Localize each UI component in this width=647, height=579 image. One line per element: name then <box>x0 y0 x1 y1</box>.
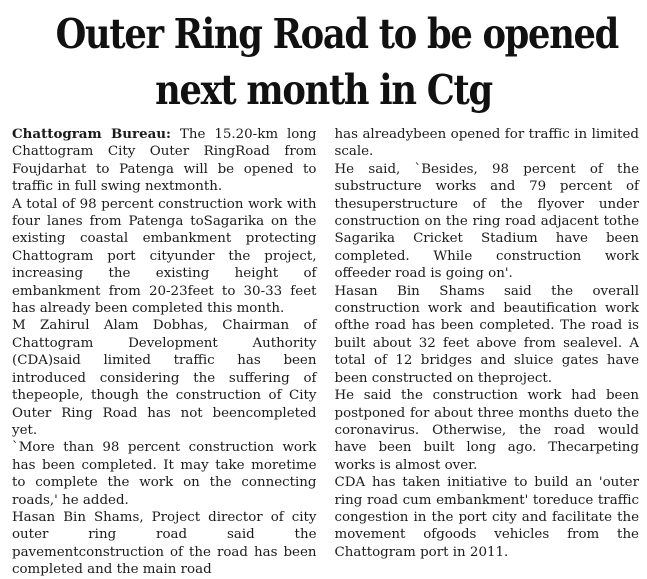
paragraph-5-text-start: Hasan Bin Shams, Project director of city outer ring road said the pavementconstruction of the road has been completed and the main road <box>12 509 317 578</box>
headline-line-2: next month in Ctg <box>155 66 492 114</box>
paragraph-5-text-end: has alreadybeen opened for traffic in limited scale. <box>334 127 639 160</box>
column-left <box>12 126 317 578</box>
paragraph-9: CDA has taken initiative to build an 'outer ring road cum embankment' toreduce traffic congestion in the port city and facilitate the movement ofgoods vehicles from the Chattogram port in 2011. <box>334 475 639 560</box>
paragraph-5-end <box>335 126 640 161</box>
paragraph-5-start <box>12 509 317 579</box>
paragraph-3: M Zahirul Alam Dobhas, Chairman of Chattogram Development Authority (CDA)said limited traffic has been introduced considering the suffering of thepeople, though the construction of City Outer Ring Road has not beencompleted yet. <box>12 318 317 438</box>
paragraph-6: He said, `Besides, 98 percent of the substructure works and 79 percent of thesuperstructure of the flyover under construction on the ring road adjacent tothe Sagarika Cricket Stadium have been completed. While construction work offeeder road is going on'. <box>334 161 639 282</box>
dateline: Chattogram Bureau: <box>12 126 171 142</box>
paragraph-1 <box>12 126 317 196</box>
paragraph-2: A total of 98 percent construction work with four lanes from Patenga toSagarika on the existing coastal embankment protecting Chattogram port cityunder the project, increasing the existing height of embankment from 20-23feet to 30-33 feet has already been completed this month. <box>12 196 317 317</box>
paragraph-8: He said the construction work had been postponed for about three months dueto the coronavirus. Otherwise, the road would have been built long ago. Thecarpeting works is almost over. <box>334 388 639 473</box>
headline-line-1: Outer Ring Road to be opened <box>55 10 619 58</box>
column-right <box>334 126 640 560</box>
paragraph-4: `More than 98 percent construction work has been completed. It may take moretime to complete the work on the connecting roads,' he added. <box>12 440 317 508</box>
article-body <box>12 126 639 578</box>
paragraph-1-text: The 15.20-km long Chattogram City Outer RingRoad from Foujdarhat to Patenga will be opened to traffic in full swing nextmonth. <box>12 127 317 195</box>
paragraph-7: Hasan Bin Shams said the overall construction work and beautification work ofthe road has been completed. The road is built about 32 feet above from sealevel. A total of 12 bridges and sluice gates have been constructed on theproject. <box>334 283 639 386</box>
headline <box>55 0 619 118</box>
